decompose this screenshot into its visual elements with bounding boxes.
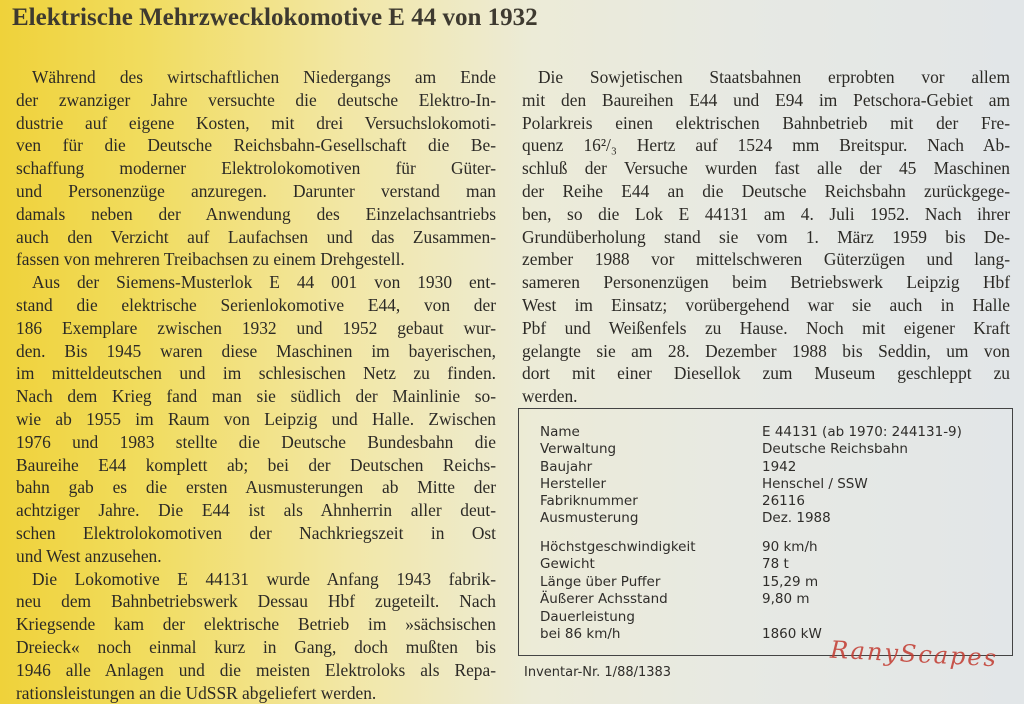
- text-line: Aus der Siemens-Musterlok E 44 001 von 1930 ent-: [32, 272, 496, 293]
- watermark: RanyScapes: [829, 635, 999, 673]
- text-line: 1946 alle Anlagen und die meisten Elektroloks als Repa-: [16, 659, 496, 680]
- text-line: sameren Personenzügen beim Betriebswerk Leipzig Hbf: [522, 272, 1010, 293]
- spec-value: 1942: [762, 458, 797, 475]
- spec-value: 90 km/h: [762, 539, 818, 555]
- text-line: Dreieck« noch einmal kurz in Gang, doch mußten bis: [16, 636, 496, 657]
- text-line: Pbf und Weißenfels zu Hause. Noch mit eigener Kraft: [522, 317, 1010, 338]
- text-line: ben, so die Lok E 44131 am 4. Juli 1952. Nach ihrer: [522, 203, 1010, 224]
- spec-dauer-label: [540, 609, 635, 644]
- text-line: und Personenzüge anzuregen. Darunter verstand man: [16, 180, 496, 201]
- spec-dauer-value: 1860 kW: [762, 626, 822, 642]
- left-text-column: [16, 66, 496, 704]
- text-line: den. Bis 1945 waren diese Maschinen im bayerischen,: [16, 340, 496, 361]
- text-line: neu dem Bahnbetriebswerk Dessau Hbf zugeteilt. Nach: [16, 591, 496, 612]
- spec-value: E 44131 (ab 1970: 244131-9): [762, 424, 962, 440]
- spec-label: Länge über Puffer: [540, 573, 661, 590]
- spec-value: 15,29 m: [762, 573, 819, 590]
- text-line: mit den Baureihen E44 und E94 im Petschora-Gebiet am: [522, 89, 1010, 110]
- text-line: rationsleistungen an die UdSSR abgeliefert werden.: [16, 682, 377, 703]
- text-line: damals neben der Anwendung des Einzelachsantriebs: [16, 203, 496, 224]
- spec-label: Gewicht: [540, 556, 595, 573]
- text-line: quenz 16²/₃ Hertz auf 1524 mm Breitspur. Nach Ab-: [522, 135, 1010, 156]
- text-line: Die Sowjetischen Staatsbahnen erprobten vor allem: [538, 67, 1010, 87]
- spec-values-group-2: [762, 539, 818, 608]
- text-line: und West anzusehen.: [16, 545, 162, 566]
- text-line: Die Lokomotive E 44131 wurde Anfang 1943 fabrik-: [32, 568, 496, 589]
- text-line: dustrie auf eigene Kosten, mit drei Versuchslokomoti-: [16, 112, 496, 133]
- text-line: Polarkreis einen elektrischen Bahnbetrieb mit der Fre-: [522, 112, 1010, 133]
- text-line: bahn gab es die ersten Ausmusterungen ab Mitte der: [16, 477, 496, 498]
- text-line: zember 1988 vor mittelschweren Güterzügen und lang-: [522, 249, 1010, 270]
- text-line: schluß der Versuche wurden fast alle der 45 Maschinen: [522, 158, 1010, 179]
- spec-value: Henschel / SSW: [762, 475, 868, 492]
- spec-label: Fabriknummer: [540, 493, 638, 510]
- spec-label: Ausmusterung: [540, 510, 639, 527]
- spec-label: Baujahr: [540, 458, 593, 475]
- spec-value: 78 t: [762, 556, 789, 573]
- text-line: 1976 und 1983 stellte die Deutsche Bundesbahn die: [16, 431, 496, 452]
- text-line: der zwanziger Jahre versuchte die deutsche Elektro-In-: [16, 89, 496, 110]
- text-line: schen Elektrolokomotiven der Nachkriegszeit in Ost: [16, 522, 496, 543]
- text-line: fassen von mehreren Treibachsen zu einem Drehgestell.: [16, 249, 405, 270]
- text-line: Kriegsende kam der elektrische Betrieb im »sächsischen: [16, 614, 496, 635]
- text-line: dort mit einer Diesellok zum Museum geschleppt zu: [522, 363, 1010, 384]
- text-line: stand die elektrische Serienlokomotive E44, von der: [16, 294, 496, 315]
- spec-value: Deutsche Reichsbahn: [762, 441, 908, 458]
- text-line: Während des wirtschaftlichen Niedergangs am Ende: [32, 67, 496, 87]
- page-title: Elektrische Mehrzwecklokomotive E 44 von 1932: [12, 4, 538, 31]
- text-line: Grundüberholung stand sie vom 1. März 1959 bis De-: [522, 226, 1010, 247]
- spec-label: Hersteller: [540, 475, 606, 492]
- spec-labels-group-2: [540, 539, 696, 608]
- text-line: West im Einsatz; vorübergehend war sie auch in Halle: [522, 294, 1010, 315]
- spec-values-group-1: [762, 424, 962, 528]
- text-line: auch den Verzicht auf Laufachsen und das Zusammen-: [16, 226, 496, 247]
- spec-label: Äußerer Achsstand: [540, 590, 668, 607]
- inventar-number: Inventar-Nr. 1/88/1383: [524, 665, 672, 680]
- text-line: 186 Exemplare zwischen 1932 und 1952 gebaut wur-: [16, 317, 496, 338]
- text-line: werden.: [522, 386, 578, 407]
- text-line: ven für die Deutsche Reichsbahn-Gesellschaft die Be-: [16, 135, 496, 156]
- text-line: der Reihe E44 an die Deutsche Reichsbahn zurückgege-: [522, 180, 1010, 201]
- right-text-column: [522, 66, 1010, 408]
- spec-value: 26116: [762, 493, 805, 510]
- text-line: achtziger Jahre. Die E44 ist als Ahnherrin aller deut-: [16, 500, 496, 521]
- spec-labels-group-1: [540, 424, 638, 528]
- spec-value: Dez. 1988: [762, 510, 831, 527]
- spec-label: Name: [540, 424, 580, 440]
- spec-label: Verwaltung: [540, 441, 617, 458]
- text-line: schaffung moderner Elektrolokomotiven für Güter-: [16, 158, 496, 179]
- spec-value: 9,80 m: [762, 590, 810, 607]
- text-line: wie ab 1955 im Raum von Leipzig und Halle. Zwischen: [16, 408, 496, 429]
- text-line: gelangte sie am 28. Dezember 1988 bis Seddin, um von: [522, 340, 1010, 361]
- spec-dauer-label-line2: bei 86 km/h: [540, 626, 621, 643]
- spec-dauer-label-line1: Dauerleistung: [540, 609, 635, 625]
- text-line: Nach dem Krieg fand man sie südlich der Mainlinie so-: [16, 386, 496, 407]
- text-line: Baureihe E44 komplett ab; bei der Deutschen Reichs-: [16, 454, 496, 475]
- spec-label: Höchstgeschwindigkeit: [540, 539, 696, 555]
- text-line: im mitteldeutschen und im schlesischen Netz zu finden.: [16, 363, 496, 384]
